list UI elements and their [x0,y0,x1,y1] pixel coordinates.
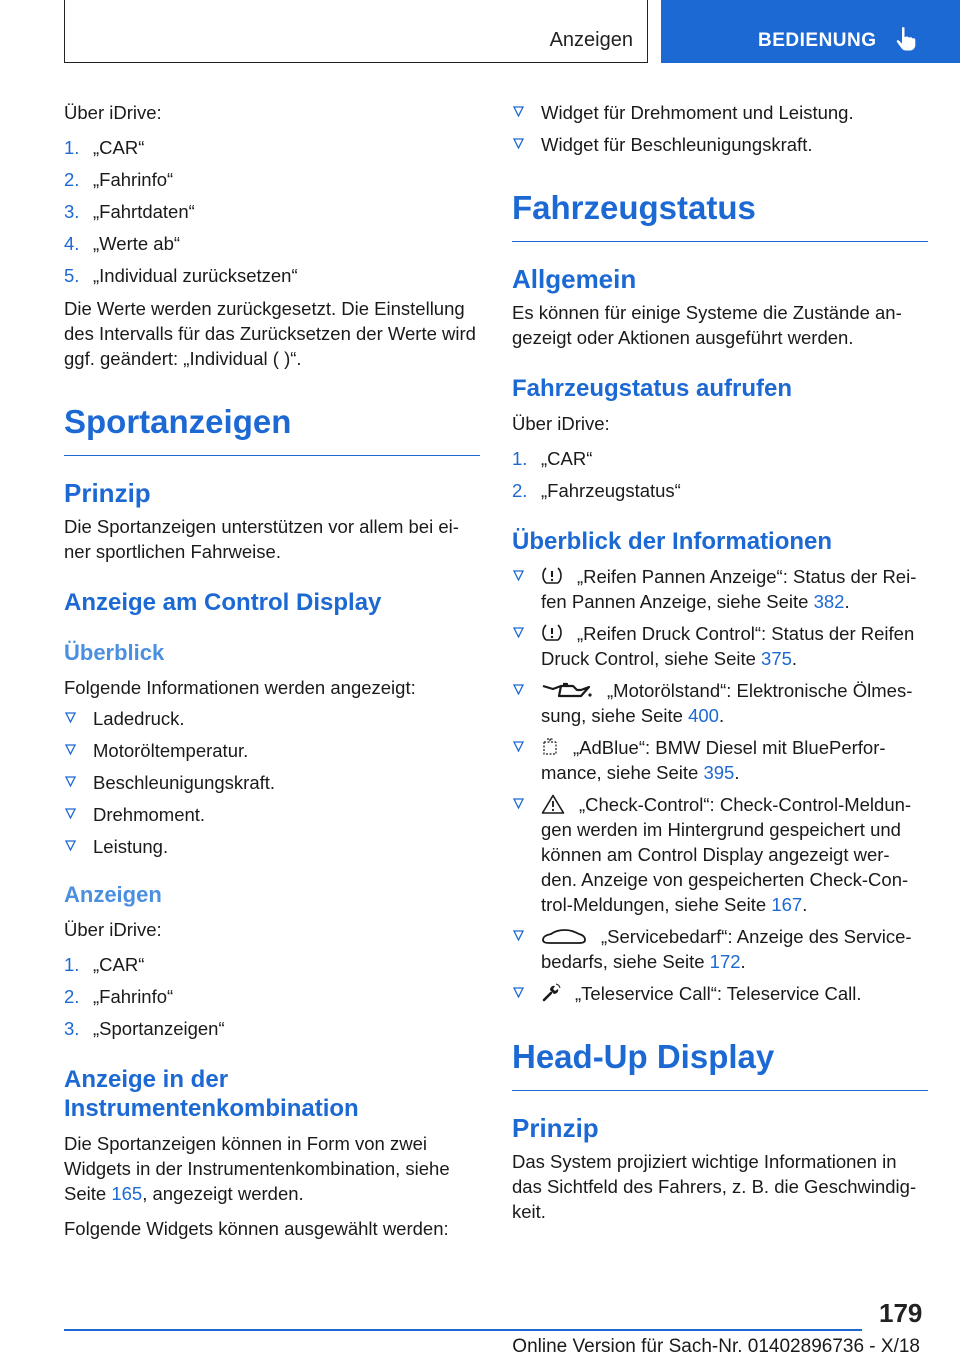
ueberblick-text: Folgende Informationen werden angezeigt: [64,677,416,698]
list-item: 3. „Sportanzeigen“ [64,1018,225,1039]
page-link[interactable]: 375 [761,648,792,669]
page-number: 179 [879,1298,923,1328]
allgemein-text: Es können für einige Systeme die Zustände an- gezeigt oder Aktionen ausgeführt werden. [512,302,902,348]
idrive-intro: Über iDrive: [64,102,162,123]
triangle-bullet-icon [65,776,76,787]
triangle-bullet-icon [513,106,524,117]
heading-allgemein: Allgemein [512,264,637,294]
list-item: 3. „Fahrtdaten“ [64,201,195,222]
triangle-bullet-icon [513,627,524,638]
triangle-bullet-icon [513,987,524,998]
right-column [512,100,928,1234]
list-item: „AdBlue“: BMW Diesel mit BluePerfor- mance, siehe Seite 395. [512,735,928,785]
heading-control-display: Anzeige am Control Display [64,589,382,616]
triangle-bullet-icon [513,741,524,752]
footer-text: Online Version für Sach-Nr. 01402896736 - X/18 [512,1336,920,1357]
list-item: „Check-Control“: Check-Control-Meldun- gen werden im Hintergrund gespeichert und können am Control Display angezeigt wer- den. Anzeige von gespeicherten Check-Con- trol-Meldungen, siehe Seite 167. [512,792,928,917]
list-item: 2. „Fahrinfo“ [64,169,174,190]
status-steps-list [512,446,928,503]
footer-divider [64,1329,862,1331]
list-item: „Servicebedarf“: Anzeige des Service- bedarfs, siehe Seite 172. [512,924,928,974]
triangle-bullet-icon [513,684,524,695]
heading-head-up-display: Head-Up Display [512,1038,928,1091]
heading-sportanzeigen: Sportanzeigen [64,403,480,456]
triangle-bullet-icon [65,808,76,819]
widgets-intro: Folgende Widgets können ausgewählt werden: [64,1218,449,1239]
pointing-hand-icon [895,26,917,52]
header-section-title: Anzeigen [549,29,633,51]
ik-text: Die Sportanzeigen können in Form von zwei Widgets in der Instrumentenkombination, siehe Seite 165, angezeigt werden. [64,1133,450,1204]
left-column [64,100,480,1251]
page-link[interactable]: 167 [771,894,803,915]
header-chapter-tab[interactable] [661,0,960,63]
list-item: 1. „CAR“ [512,448,593,469]
triangle-bullet-icon [65,840,76,851]
service-car-icon [541,926,587,946]
list-item: „Motorölstand“: Elektronische Ölmes- sung, siehe Seite 400. [512,678,928,728]
list-item: Drehmoment. [64,802,480,827]
heading-ueberblick: Überblick [64,640,165,665]
page-link[interactable]: 395 [703,762,735,783]
list-item: 4. „Werte ab“ [64,233,181,254]
adblue-icon [541,737,559,757]
list-item: Leistung. [64,834,480,859]
displayed-info-list [64,706,480,859]
list-item: 5. „Individual zurücksetzen“ [64,265,298,286]
anzeigen-intro: Über iDrive: [64,919,162,940]
header-section-box [64,0,648,63]
heading-fahrzeugstatus: Fahrzeugstatus [512,189,928,242]
header-chapter-title: BEDIENUNG [758,30,877,51]
heading-fahrzeugstatus-aufrufen: Fahrzeugstatus aufrufen [512,375,793,402]
heading-anzeigen: Anzeigen [64,882,162,907]
page-link[interactable]: 172 [709,951,741,972]
list-item: Widget für Drehmoment und Leistung. [512,100,928,125]
aufrufen-intro: Über iDrive: [512,413,610,434]
list-item: „Reifen Pannen Anzeige“: Status der Rei- fen Pannen Anzeige, siehe Seite 382. [512,564,928,614]
list-item: „Teleservice Call“: Teleservice Call. [512,981,928,1006]
teleservice-wrench-icon [541,983,561,1003]
heading-prinzip-hud: Prinzip [512,1113,599,1143]
triangle-bullet-icon [513,930,524,941]
page-link[interactable]: 382 [813,591,845,612]
sport-steps-list [64,952,480,1041]
list-item: „Reifen Druck Control“: Status der Reifen Druck Control, siehe Seite 375. [512,621,928,671]
reset-description: Die Werte werden zurückgesetzt. Die Einstellung des Intervalls für das Zurücksetzen der Werte wird ggf. geändert: „Individual ( )“. [64,298,476,369]
status-info-list [512,564,928,1006]
widgets-list [512,100,928,157]
oil-can-icon [541,680,593,700]
list-item: 1. „CAR“ [64,954,145,975]
heading-ueberblick-informationen: Überblick der Informationen [512,528,833,555]
triangle-bullet-icon [513,138,524,149]
triangle-bullet-icon [65,712,76,723]
list-item: 1. „CAR“ [64,137,145,158]
list-item: Ladedruck. [64,706,480,731]
list-item: Beschleunigungskraft. [64,770,480,795]
warning-triangle-icon [541,794,565,814]
list-item: 2. „Fahrzeugstatus“ [512,480,681,501]
triangle-bullet-icon [513,798,524,809]
hud-text: Das System projiziert wichtige Informationen in das Sichtfeld des Fahrers, z. B. die Geschwindig- keit. [512,1151,917,1222]
list-item: 2. „Fahrinfo“ [64,986,174,1007]
prinzip-text: Die Sportanzeigen unterstützen vor allem bei ei- ner sportlichen Fahrweise. [64,516,459,562]
heading-instrumentenkombination: Anzeige in der Instrumentenkombination [64,1066,359,1122]
heading-prinzip: Prinzip [64,478,151,508]
list-item: Motoröltemperatur. [64,738,480,763]
triangle-bullet-icon [65,744,76,755]
page-link[interactable]: 165 [111,1183,143,1204]
page-link[interactable]: 400 [688,705,719,726]
list-item: Widget für Beschleunigungskraft. [512,132,928,157]
reset-steps-list [64,135,480,288]
tire-warning-icon [541,566,563,586]
tire-pressure-icon [541,623,563,643]
triangle-bullet-icon [513,570,524,581]
